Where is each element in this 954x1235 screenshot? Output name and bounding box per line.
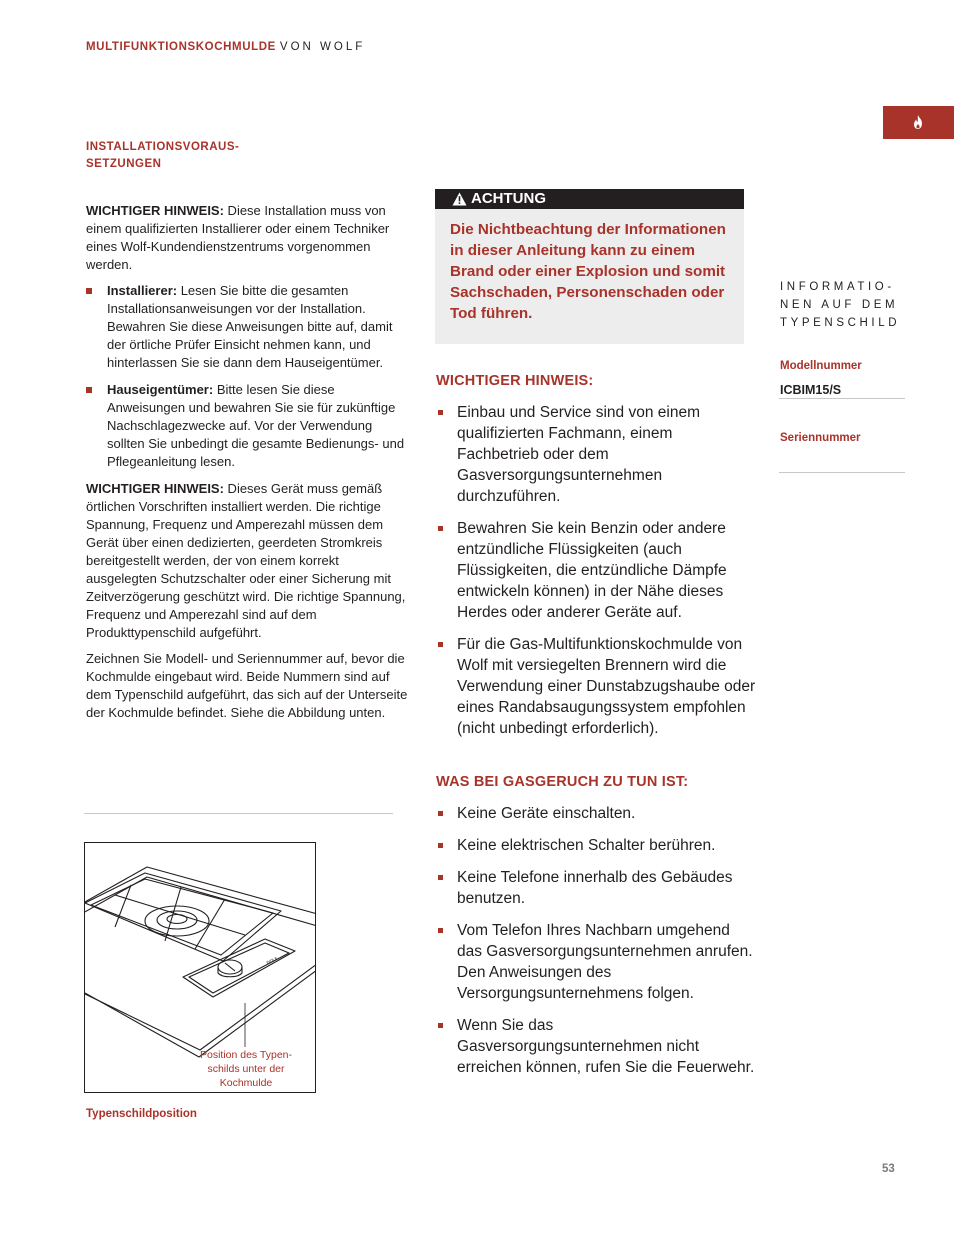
figure-caption-line3: Kochmulde bbox=[219, 1077, 273, 1089]
notice-label: WICHTIGER HINWEIS: bbox=[86, 481, 224, 496]
sidebar-title-line2: NEN AUF DEM bbox=[780, 299, 899, 311]
model-number-label: Modellnummer bbox=[780, 360, 862, 372]
list-item: Vom Telefon Ihres Nachbarn umgehend das Gasversorgungsunternehmen anrufen. Den Anweisungen des Versorgungsunternehmens folgen. bbox=[436, 920, 758, 1004]
section-title bbox=[86, 139, 239, 173]
left-column bbox=[86, 202, 408, 730]
warning-header bbox=[435, 189, 744, 209]
page-number: 53 bbox=[882, 1163, 895, 1175]
notice-label: WICHTIGER HINWEIS: bbox=[86, 203, 224, 218]
sidebar-title-line3: TYPENSCHILD bbox=[780, 317, 901, 329]
list-item-text: Bitte lesen Sie diese Anweisungen und bewahren Sie sie für zukünftige Nachschlagezwecke auf. Vor der Verwendung sollten Sie unbedingt die gesamte Bedienungs- und Pflegeanleitung lesen. bbox=[107, 382, 405, 469]
warning-title: ACHTUNG bbox=[471, 190, 546, 207]
flame-icon bbox=[911, 114, 925, 130]
figure-caption-line2: schilds unter der bbox=[207, 1063, 285, 1075]
list-item: Keine elektrischen Schalter berühren. bbox=[436, 835, 758, 856]
list-item-label: Hauseigentümer: bbox=[107, 382, 214, 397]
list-item: Einbau und Service sind von einem qualifizierten Fachmann, einem Fachbetrieb oder dem Gasversorgungsunternehmen durchzuführen. bbox=[436, 402, 758, 507]
list-item: Keine Geräte einschalten. bbox=[436, 803, 758, 824]
center-column bbox=[436, 371, 758, 1089]
header-title: MULTIFUNKTIONSKOCHMULDE bbox=[86, 41, 276, 53]
notice-text: Dieses Gerät muss gemäß örtlichen Vorschriften installiert werden. Die richtige Spannung, Frequenz und Amperezahl müssen dem Gerät über einen dedizierten, geerdeten Stromkreis bereitgestellt werden, der von einem korrekt ausgelegten Schutzschalter oder einer Sicherung mit Zeitverzögerung geschützt wird. Die richtige Spannung, Frequenz und Amperezahl sind auf dem Produkttypenschild aufgeführt. bbox=[86, 481, 406, 640]
section-title-line1: INSTALLATIONSVORAUS- bbox=[86, 141, 240, 153]
serial-number-line bbox=[779, 472, 905, 473]
notice-paragraph bbox=[86, 202, 408, 274]
section-tab bbox=[883, 106, 954, 139]
list-item-label: Installierer: bbox=[107, 283, 178, 298]
brand-mark: WOLF bbox=[265, 955, 278, 965]
list-item bbox=[86, 282, 408, 372]
list-item: Für die Gas-Multifunktionskochmulde von Wolf mit versiegelten Brennern wird die Verwendung einer Dunstabzugshaube oder eines Randabsaugungssystem empfohlen (nicht unbedingt erforderlich). bbox=[436, 634, 758, 739]
record-numbers-paragraph: Zeichnen Sie Modell- und Seriennummer auf, bevor die Kochmulde eingebaut wird. Beide Nummern sind auf dem Typenschild aufgeführt, das sich auf der Unterseite der Kochmulde befindet. Siehe die Abbildung unten. bbox=[86, 651, 408, 720]
model-number-line bbox=[779, 398, 905, 399]
electrical-notice-paragraph bbox=[86, 480, 408, 642]
sidebar-title bbox=[780, 278, 900, 332]
warning-text: Die Nichtbeachtung der Informationen in dieser Anleitung kann zu einem Brand oder einer Explosion und somit Sachschaden, Personenschaden oder Tod führen. bbox=[450, 221, 726, 322]
list-item: Bewahren Sie kein Benzin oder andere entzündliche Flüssigkeiten (auch Flüssigkeiten, die entzündliche Dämpfe entwickeln können) in der Nähe dieses Herdes oder anderer Geräte auf. bbox=[436, 518, 758, 623]
divider bbox=[84, 813, 393, 814]
list-item: Wenn Sie das Gasversorgungsunternehmen nicht erreichen können, rufen Sie die Feuerwehr. bbox=[436, 1015, 758, 1078]
gas-heading: WAS BEI GASGERUCH ZU TUN IST: bbox=[436, 774, 689, 790]
warning-icon bbox=[452, 192, 467, 206]
notice-heading: WICHTIGER HINWEIS: bbox=[436, 373, 594, 389]
list-item: Keine Telefone innerhalb des Gebäudes benutzen. bbox=[436, 867, 758, 909]
warning-box bbox=[435, 189, 744, 344]
header-subtitle: VON WOLF bbox=[279, 41, 366, 53]
list-item-text: Lesen Sie bitte die gesamten Installationsanweisungen vor der Installation. Bewahren Sie diese Anweisungen bitte auf, damit der örtliche Prüfer Einsicht nehmen kann, und hinterlassen Sie sie dann dem Hauseigentümer. bbox=[107, 283, 393, 370]
running-header bbox=[86, 41, 365, 53]
role-list bbox=[86, 282, 408, 471]
notice-list bbox=[436, 402, 758, 739]
sidebar-title-line1: INFORMATIO- bbox=[780, 281, 895, 293]
notice-text: Diese Installation muss von einem qualifizierten Installierer oder einem Techniker eines Wolf-Kundendienstzentrums vorgenommen werden. bbox=[86, 203, 390, 272]
gas-list bbox=[436, 803, 758, 1078]
figure-caption-line1: Position des Typen- bbox=[199, 1049, 293, 1061]
serial-number-label: Seriennummer bbox=[780, 432, 861, 444]
figure-label: Typenschildposition bbox=[86, 1108, 197, 1120]
section-title-line2: SETZUNGEN bbox=[86, 158, 162, 170]
model-number-value: ICBIM15/S bbox=[780, 383, 842, 397]
list-item bbox=[86, 381, 408, 471]
figure-caption bbox=[186, 1048, 306, 1090]
